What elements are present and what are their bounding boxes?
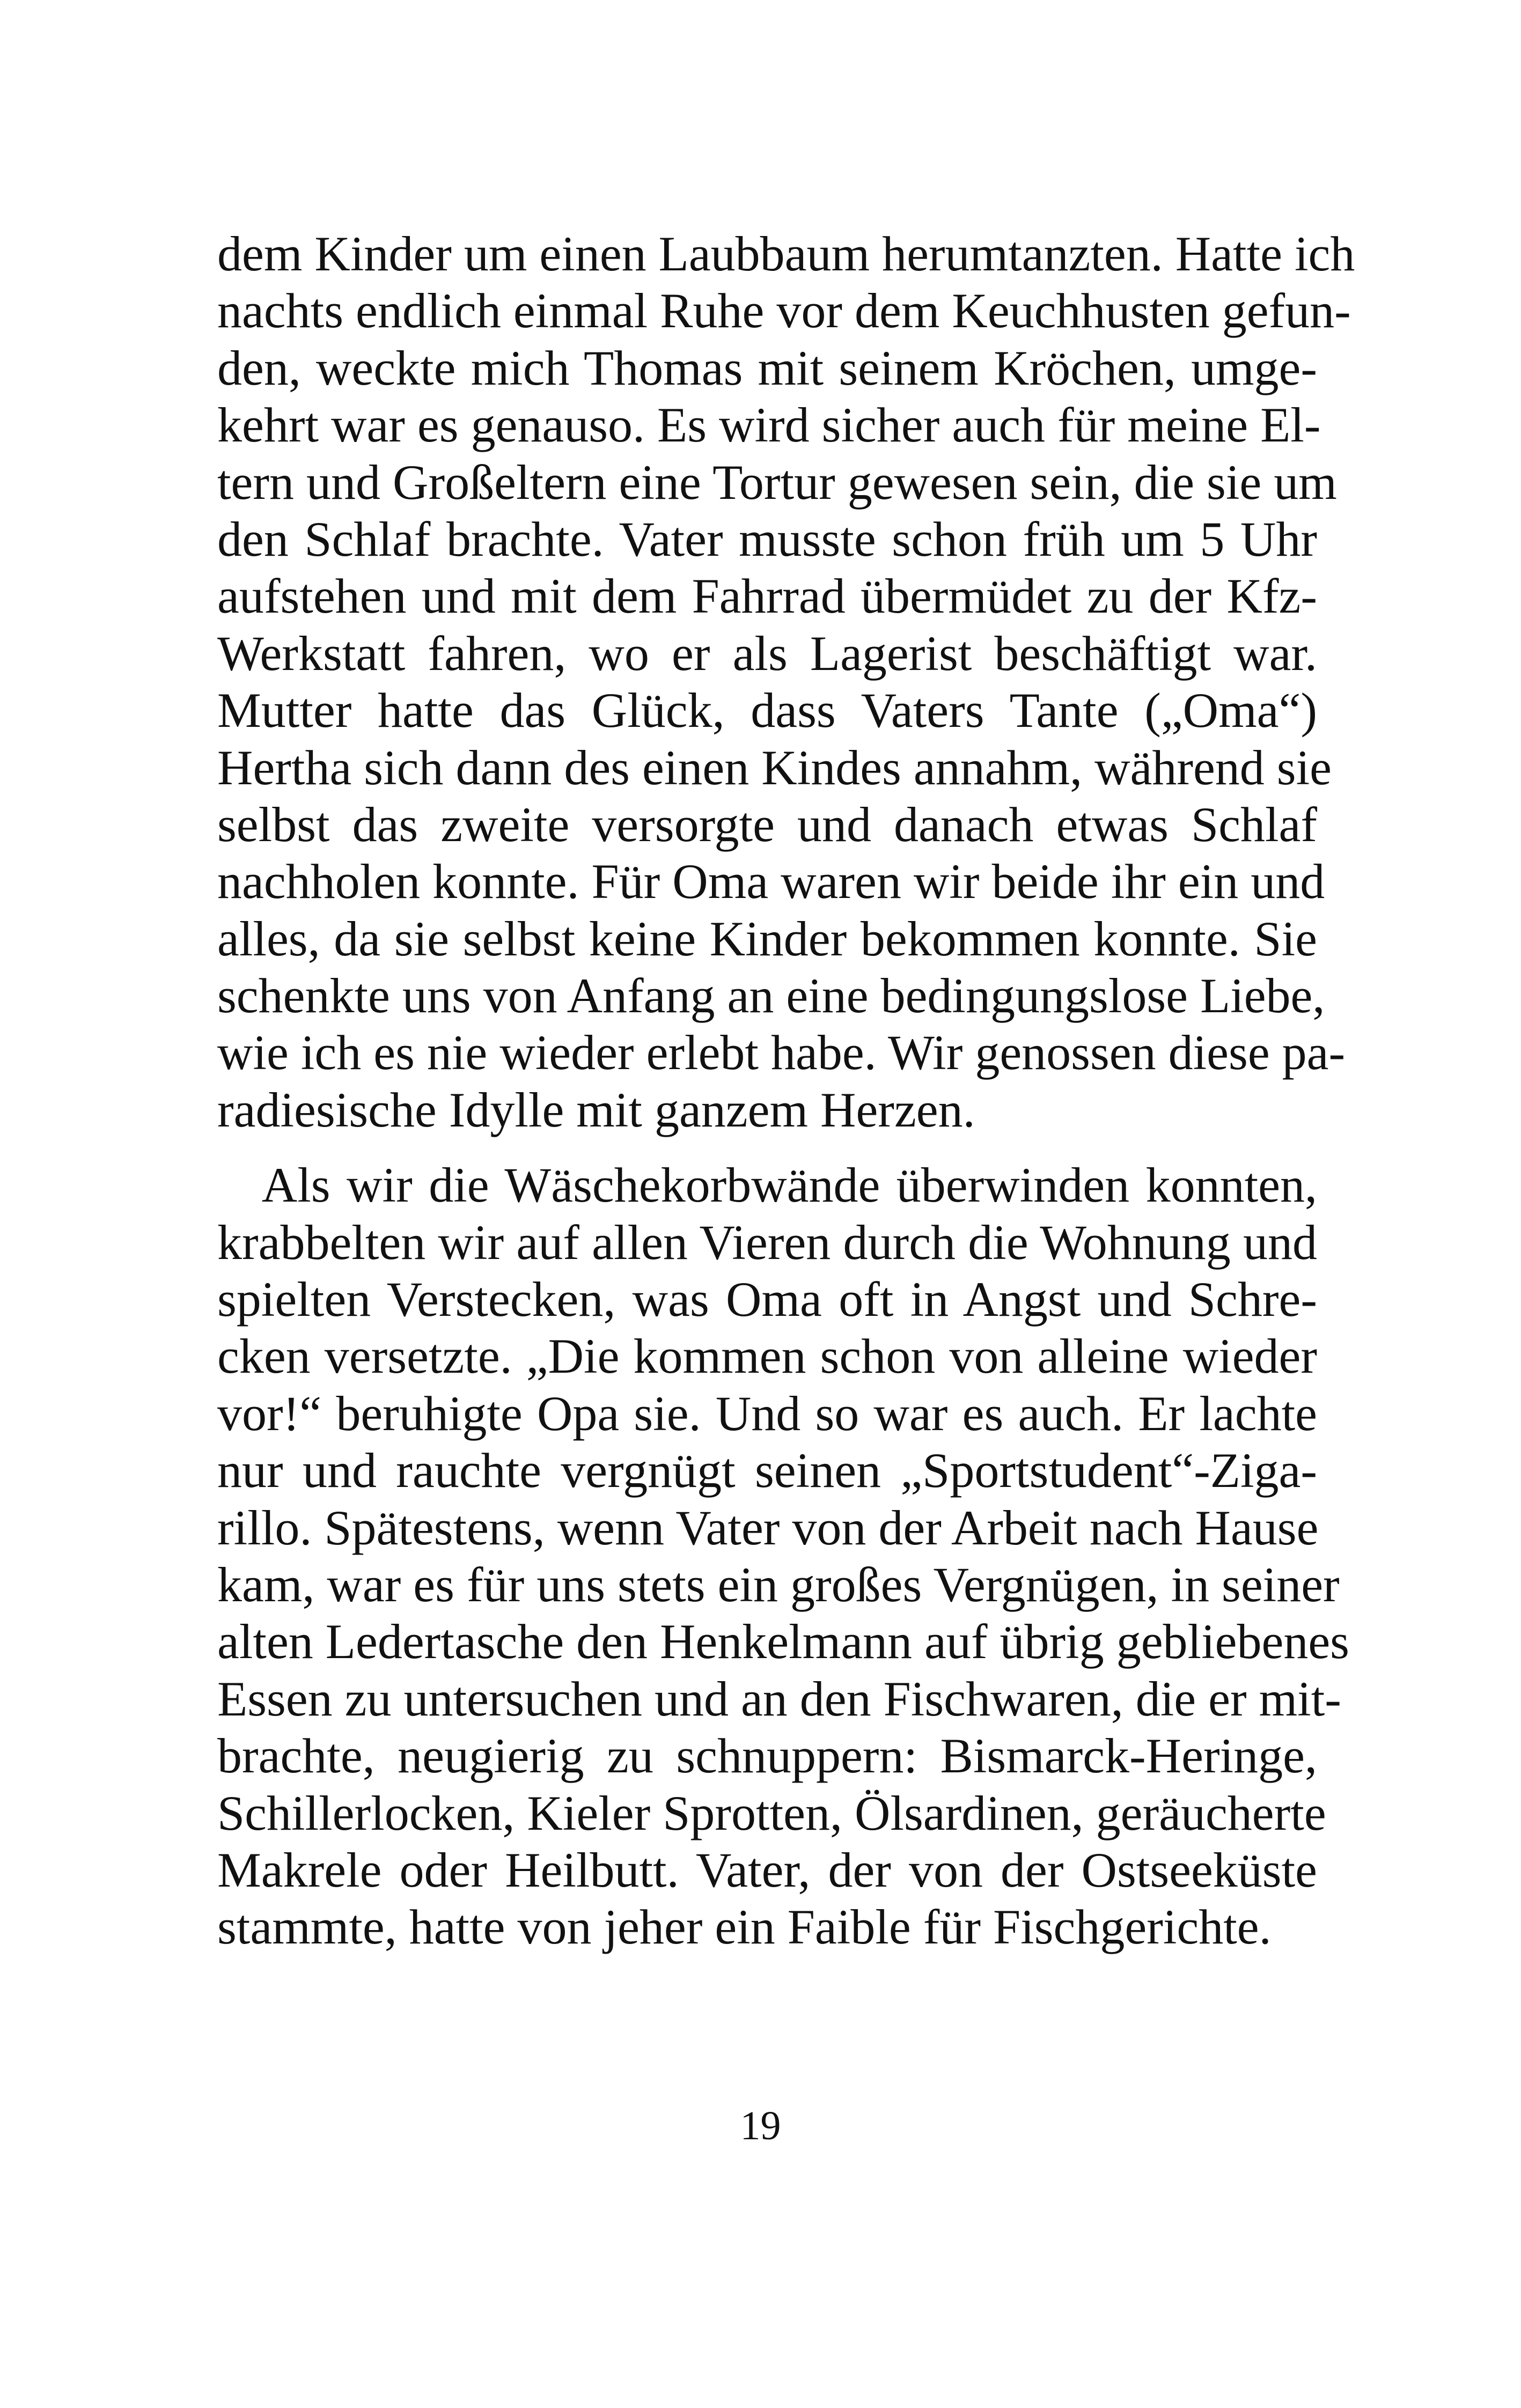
text-line: stammte, hatte von jeher ein Faible für Fischgerichte. [217, 1899, 1272, 1955]
text-line: Mutter hatte das Glück, dass Vaters Tante („Oma“) [217, 683, 1317, 738]
text-line: rillo. Spätestens, wenn Vater von der Arbeit nach Hause [217, 1500, 1319, 1555]
text-line: den, weckte mich Thomas mit seinem Kröchen, umge- [217, 340, 1317, 395]
text-line: Essen zu untersuchen und an den Fischwaren, die er mit- [217, 1671, 1341, 1726]
text-line: brachte, neugierig zu schnuppern: Bismarck-Heringe, [217, 1728, 1317, 1784]
text-line: radiesische Idylle mit ganzem Herzen. [217, 1082, 975, 1137]
text-line: kam, war es für uns stets ein großes Vergnügen, in seiner [217, 1557, 1340, 1612]
text-line: Hertha sich dann des einen Kindes annahm, während sie [217, 740, 1332, 795]
text-line: den Schlaf brachte. Vater musste schon früh um 5 Uhr [217, 511, 1317, 566]
text-line: tern und Großeltern eine Tortur gewesen sein, die sie um [217, 454, 1337, 510]
text-line: selbst das zweite versorgte und danach etwas Schlaf [217, 797, 1317, 852]
text-line: Makrele oder Heilbutt. Vater, der von der Ostseeküste [217, 1842, 1317, 1897]
text-line: nachholen konnte. Für Oma waren wir beide ihr ein und [217, 854, 1325, 909]
text-line: wie ich es nie wieder erlebt habe. Wir genossen diese pa- [217, 1025, 1346, 1080]
text-line: schenkte uns von Anfang an eine bedingungslose Liebe, [217, 968, 1325, 1023]
body-text [217, 225, 1355, 1956]
page-number: 19 [740, 2103, 781, 2148]
text-line: vor!“ beruhigte Opa sie. Und so war es auch. Er lachte [217, 1386, 1317, 1441]
text-line: cken versetzte. „Die kommen schon von alleine wieder [217, 1329, 1317, 1384]
text-line: kehrt war es genauso. Es wird sicher auch für meine El- [217, 397, 1321, 453]
text-line: alles, da sie selbst keine Kinder bekommen konnte. Sie [217, 911, 1317, 966]
text-line: Schillerlocken, Kieler Sprotten, Ölsardinen, geräucherte [217, 1785, 1326, 1840]
text-line: spielten Verstecken, was Oma oft in Angst und Schre- [217, 1272, 1317, 1327]
text-line: krabbelten wir auf allen Vieren durch die Wohnung und [217, 1214, 1317, 1270]
text-line: alten Ledertasche den Henkelmann auf übrig gebliebenes [217, 1614, 1349, 1669]
text-line: dem Kinder um einen Laubbaum herumtanzten. Hatte ich [217, 226, 1355, 281]
text-line: nur und rauchte vergnügt seinen „Sportstudent“-Ziga- [217, 1443, 1317, 1498]
paragraph-2 [217, 1157, 1349, 1955]
text-line: aufstehen und mit dem Fahrrad übermüdet zu der Kfz- [217, 569, 1317, 624]
paragraph-1 [217, 225, 1355, 1138]
text-line: Werkstatt fahren, wo er als Lagerist beschäftigt war. [217, 625, 1317, 681]
text-line: nachts endlich einmal Ruhe vor dem Keuchhusten gefun- [217, 283, 1351, 338]
text-line: Als wir die Wäschekorbwände überwinden konnten, [261, 1158, 1317, 1213]
